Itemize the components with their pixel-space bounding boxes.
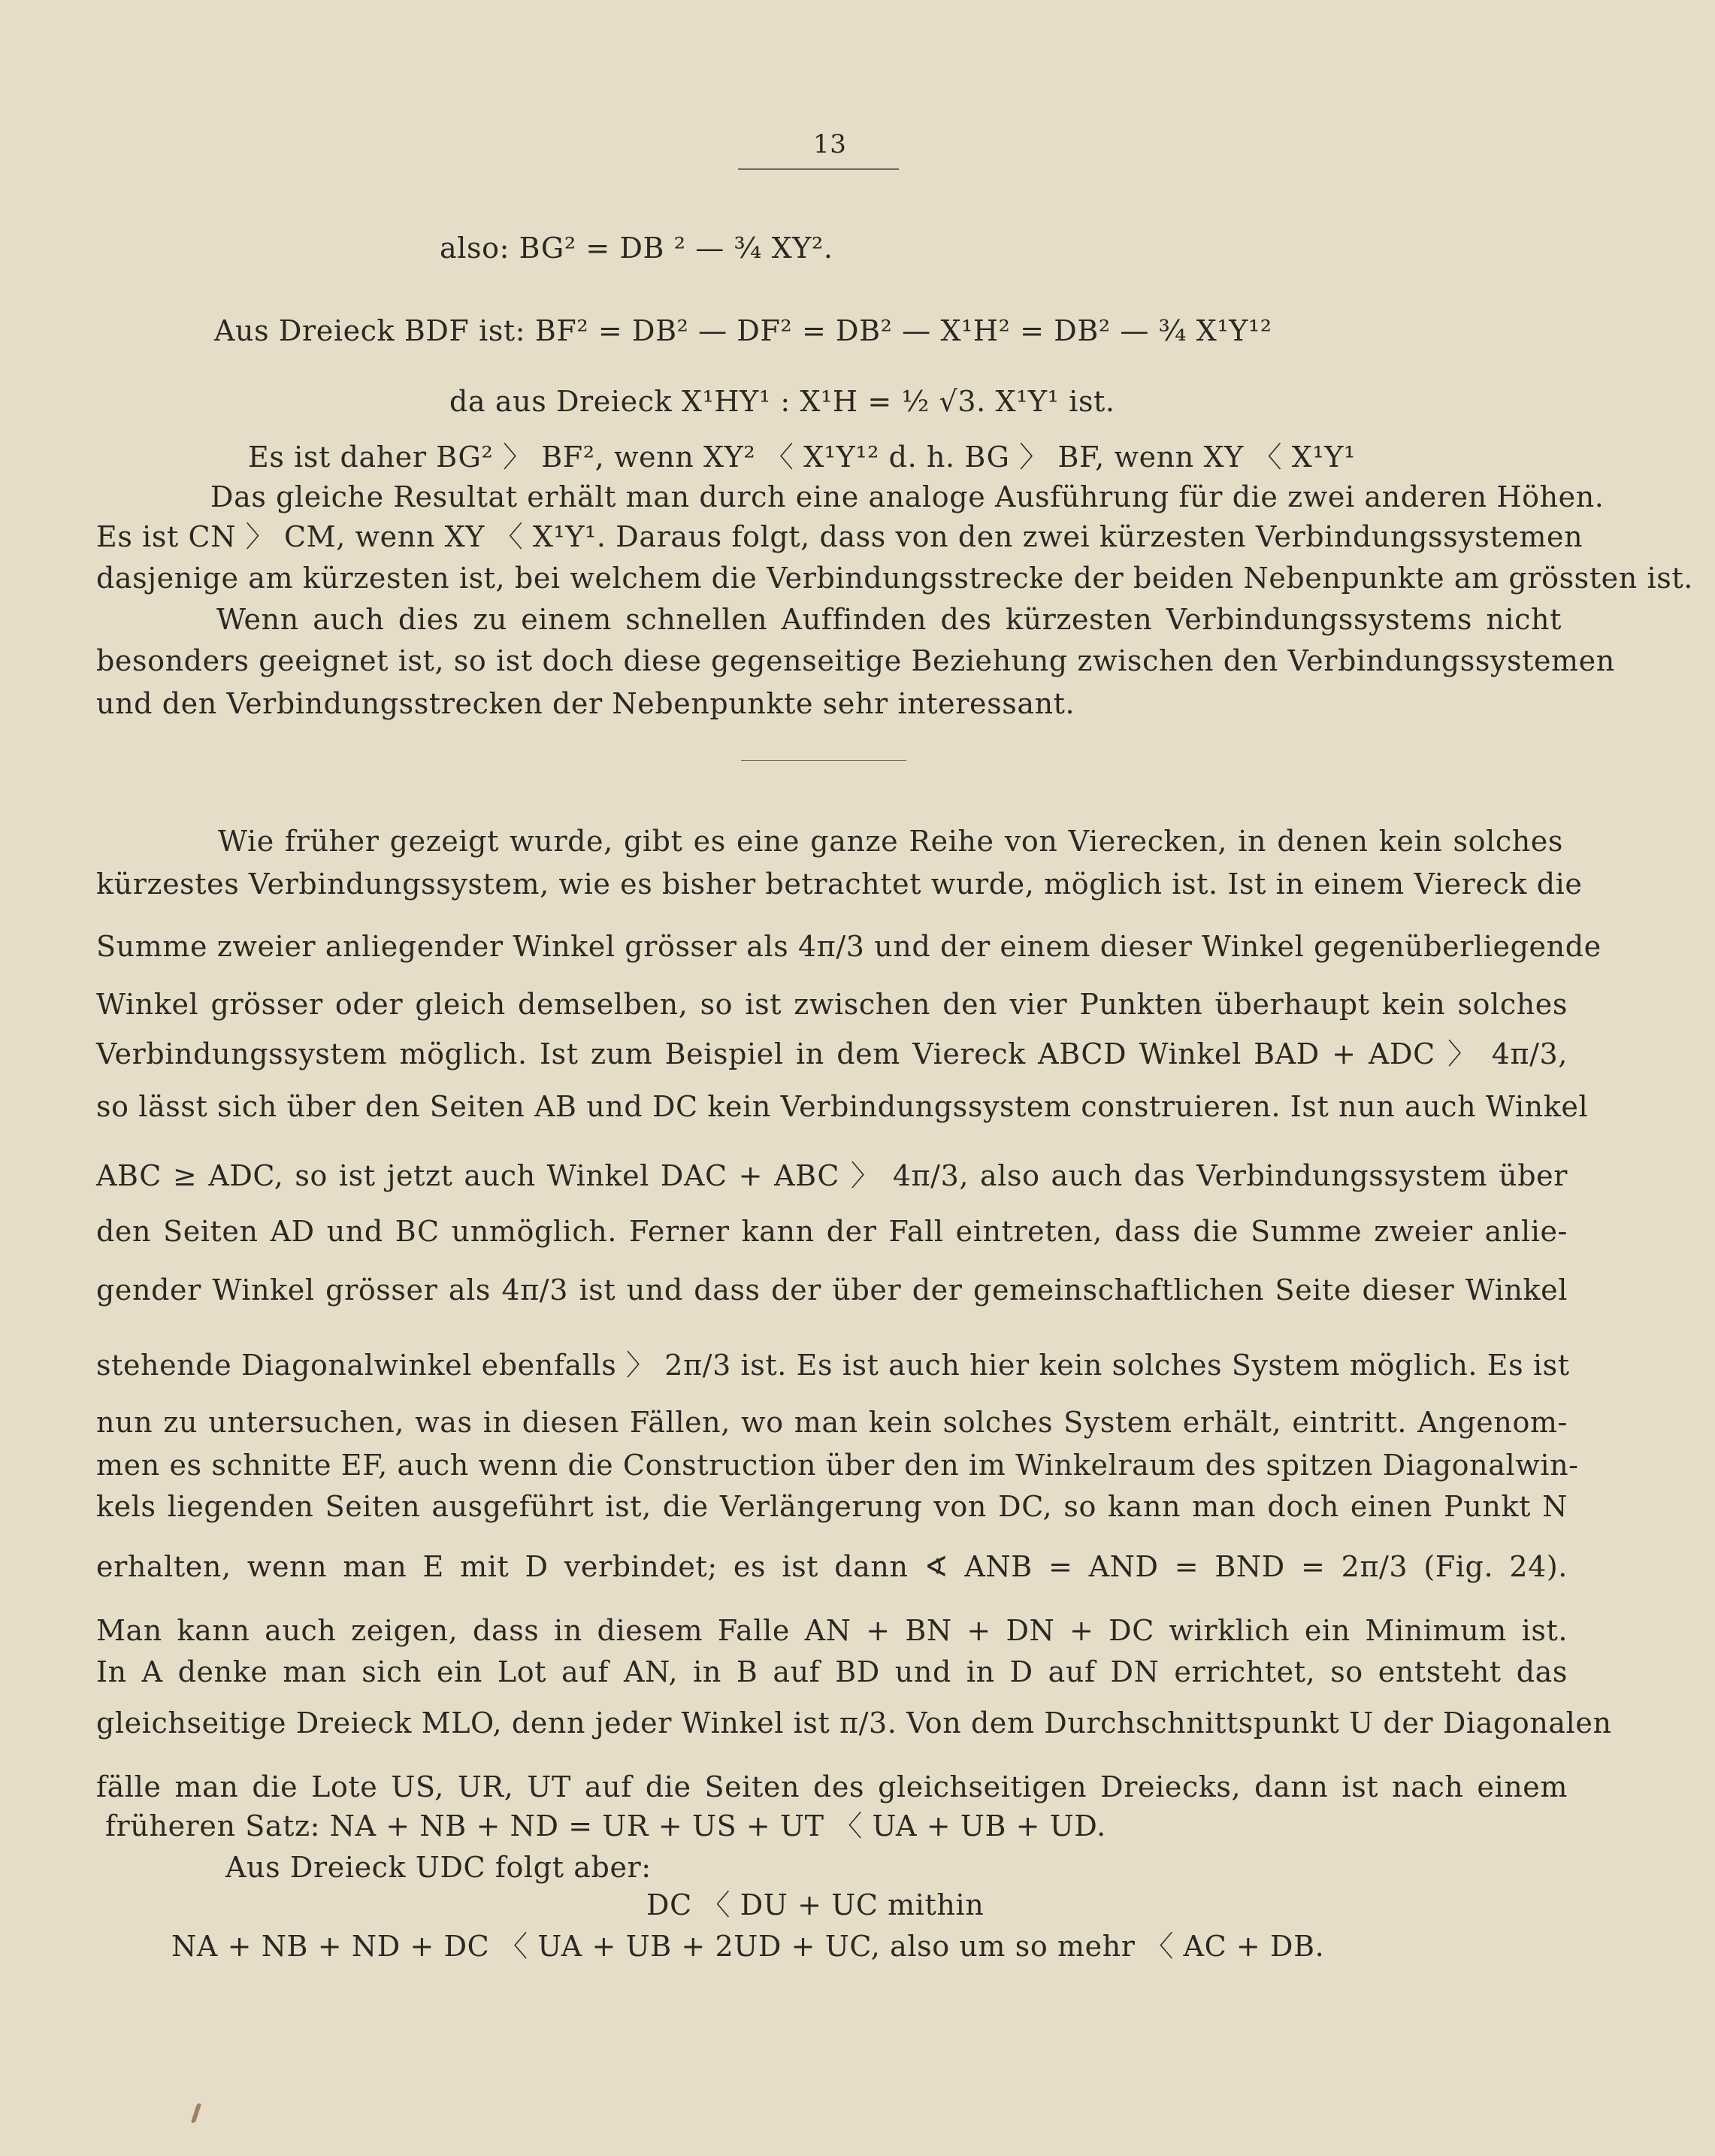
header-rule [738,168,899,170]
section-rule [741,760,906,761]
line-23: kels liegenden Seiten ausgeführt ist, die Verlängerung von DC, so kann man doch einen Punkt N [96,1490,1568,1523]
line-22: men es schnitte EF, auch wenn die Construction über den im Winkelraum des spitzen Diagonalwin- [96,1449,1579,1482]
line-19: gender Winkel grösser als 4π/3 ist und dass der über der gemeinschaftlichen Seite dieser Winkel [96,1273,1568,1307]
line-12: kürzestes Verbindungssystem, wie es bisher betrachtet wurde, möglich ist. Ist in einem Viereck die [96,868,1583,901]
line-01: also: BG² = DB ² — ¾ XY². [440,232,833,265]
line-28: fälle man die Lote US, UR, UT auf die Seiten des gleichseitigen Dreiecks, dann ist nach einem [96,1770,1568,1803]
line-17: ABC ≥ ADC, so ist jetzt auch Winkel DAC + ABC 〉 4π/3, also auch das Verbindungssystem über [96,1159,1568,1192]
line-13: Summe zweier anliegender Winkel grösser als 4π/3 und der einem dieser Winkel gegenüberliegende [96,930,1602,963]
line-20: stehende Diagonalwinkel ebenfalls 〉 2π/3 ist. Es ist auch hier kein solches System möglich. Es ist [96,1349,1570,1382]
line-07: dasjenige am kürzesten ist, bei welchem die Verbindungsstrecke der beiden Nebenpunkte am grössten ist. [96,562,1693,595]
line-14: Winkel grösser oder gleich demselben, so ist zwischen den vier Punkten überhaupt kein solches [96,988,1568,1021]
line-32: NA + NB + ND + DC 〈 UA + UB + 2UD + UC, also um so mehr 〈 AC + DB. [171,1930,1325,1963]
line-03: da aus Dreieck X¹HY¹ : X¹H = ½ √3. X¹Y¹ ist. [449,385,1115,418]
line-11: Wie früher gezeigt wurde, gibt es eine ganze Reihe von Vierecken, in denen kein solches [218,825,1563,858]
line-29: früheren Satz: NA + NB + ND = UR + US + UT 〈 UA + UB + UD. [105,1809,1106,1843]
line-24: erhalten, wenn man E mit D verbindet; es ist dann ∢ ANB = AND = BND = 2π/3 (Fig. 24). [96,1550,1568,1583]
line-25: Man kann auch zeigen, dass in diesem Falle AN + BN + DN + DC wirklich ein Minimum ist. [96,1614,1568,1647]
line-02: Aus Dreieck BDF ist: BF² = DB² — DF² = DB² — X¹H² = DB² — ¾ X¹Y¹² [214,314,1272,347]
line-15: Verbindungssystem möglich. Ist zum Beispiel in dem Viereck ABCD Winkel BAD + ADC 〉 4π/3, [96,1037,1568,1070]
line-30: Aus Dreieck UDC folgt aber: [225,1851,652,1884]
line-16: so lässt sich über den Seiten AB und DC kein Verbindungssystem construieren. Ist nun auch Winkel [96,1090,1589,1123]
line-04: Es ist daher BG² 〉 BF², wenn XY² 〈 X¹Y¹² d. h. BG 〉 BF, wenn XY 〈 X¹Y¹ [248,441,1356,474]
line-21: nun zu untersuchen, was in diesen Fällen, wo man kein solches System erhält, eintritt. Angenom- [96,1406,1568,1439]
line-08: Wenn auch dies zu einem schnellen Auffinden des kürzesten Verbindungssystems nicht [216,603,1562,636]
line-09: besonders geeignet ist, so ist doch diese gegenseitige Beziehung zwischen den Verbindungssystemen [96,644,1615,677]
line-31: DC 〈 DU + UC mithin [646,1888,985,1921]
line-18: den Seiten AD und BC unmöglich. Ferner kann der Fall eintreten, dass die Summe zweier anlie- [96,1215,1568,1248]
line-10: und den Verbindungsstrecken der Nebenpunkte sehr interessant. [96,687,1075,720]
ink-mark [191,2103,201,2123]
line-27: gleichseitige Dreieck MLO, denn jeder Winkel ist π/3. Von dem Durchschnittspunkt U der Diagonalen [96,1706,1612,1740]
page-number: 13 [813,129,847,159]
line-26: In A denke man sich ein Lot auf AN, in B auf BD und in D auf DN errichtet, so entsteht das [96,1655,1568,1688]
line-06: Es ist CN 〉 CM, wenn XY 〈 X¹Y¹. Daraus folgt, dass von den zwei kürzesten Verbindungssystemen [96,520,1583,553]
line-05: Das gleiche Resultat erhält man durch eine analoge Ausführung für die zwei anderen Höhen. [210,480,1605,513]
